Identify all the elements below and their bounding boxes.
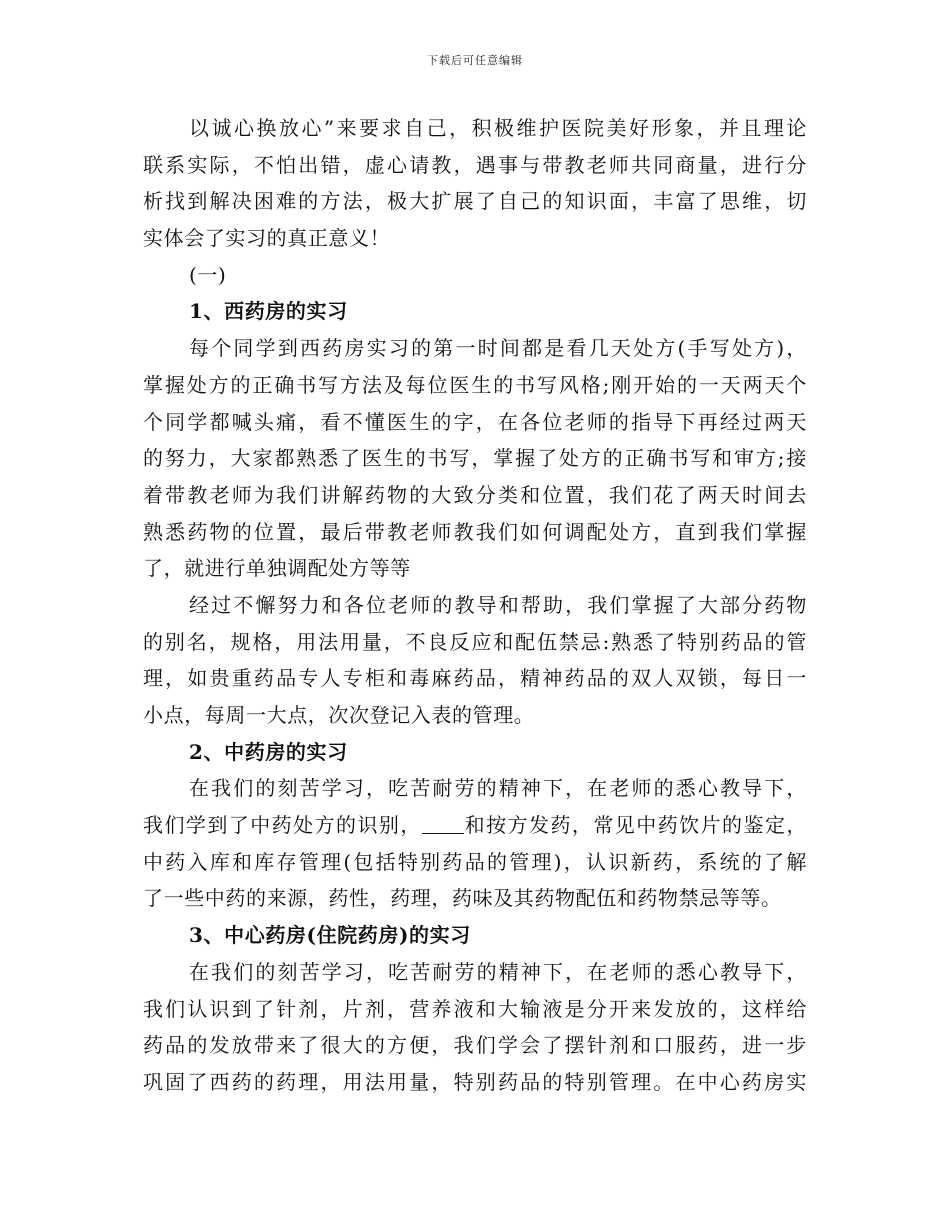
paragraph-line: 在我们的刻苦学习，吃苦耐劳的精神下，在老师的悉心教导下， xyxy=(189,959,807,984)
paragraph-line: 了，就进行单独调配处方等等 xyxy=(143,556,411,581)
paragraph-line: 在我们的刻苦学习，吃苦耐劳的精神下，在老师的悉心教导下， xyxy=(189,776,807,801)
paragraph-line: 经过不懈努力和各位老师的教导和帮助，我们掌握了大部分药物 xyxy=(189,592,807,617)
paragraph-line: 熟悉药物的位置，最后带教老师教我们如何调配处方，直到我们掌握 xyxy=(143,519,807,544)
section-heading-western-pharmacy: 1、西药房的实习 xyxy=(189,299,348,324)
paragraph-line: 小点，每周一大点，次次登记入表的管理。 xyxy=(143,703,535,727)
section-marker: (一) xyxy=(189,262,227,287)
text-segment: 和按方发药，常见中药饮片的鉴定， xyxy=(463,813,807,838)
text-segment: 我们学到了中药处方的识别， xyxy=(143,813,422,838)
paragraph-line: 着带教老师为我们讲解药物的大致分类和位置，我们花了两天时间去 xyxy=(143,482,807,507)
paragraph-line: 中药入库和库存管理(包括特别药品的管理)，认识新药，系统的了解 xyxy=(143,849,807,874)
paragraph-line: 析找到解决困难的方法，极大扩展了自己的知识面，丰富了思维，切 xyxy=(143,189,807,214)
section-heading-chinese-pharmacy: 2、中药房的实习 xyxy=(189,739,348,764)
paragraph-line: 每个同学到西药房实习的第一时间都是看几天处方(手写处方)， xyxy=(189,336,807,361)
paragraph-line: 巩固了西药的药理，用法用量，特别药品的特别管理。在中心药房实 xyxy=(143,1069,807,1094)
paragraph-line: 个同学都喊头痛，看不懂医生的字，在各位老师的指导下再经过两天 xyxy=(143,409,807,434)
paragraph-line: 药品的发放带来了很大的方便，我们学会了摆针剂和口服药，进一步 xyxy=(143,1033,807,1058)
paragraph-line: 掌握处方的正确书写方法及每位医生的书写风格;刚开始的一天两天个 xyxy=(143,372,807,397)
section-heading-central-pharmacy: 3、中心药房(住院药房)的实习 xyxy=(189,923,471,948)
paragraph-line: 了一些中药的来源，药性，药理，药味及其药物配伍和药物禁忌等等。 xyxy=(143,886,782,911)
paragraph-line: 的别名，规格，用法用量，不良反应和配伍禁忌:熟悉了特别药品的管 xyxy=(143,629,807,654)
paragraph-line: 实体会了实习的真正意义！ xyxy=(143,226,391,251)
fill-in-blank xyxy=(422,813,464,834)
page-header: 下载后可任意编辑 xyxy=(427,54,523,67)
document-body xyxy=(143,110,807,1101)
paragraph-line: 以诚心换放心”来要求自己，积极维护医院美好形象，并且理论 xyxy=(189,116,807,140)
paragraph-line: 理，如贵重药品专人专柜和毒麻药品，精神药品的双人双锁，每日一 xyxy=(143,666,807,691)
paragraph-line: 联系实际，不怕出错，虚心请教，遇事与带教老师共同商量，进行分 xyxy=(143,152,807,177)
paragraph-line-with-blank xyxy=(143,807,807,844)
paragraph-line: 我们认识到了针剂，片剂，营养液和大输液是分开来发放的，这样给 xyxy=(143,996,807,1021)
paragraph-line: 的努力，大家都熟悉了医生的书写，掌握了处方的正确书写和审方;接 xyxy=(143,446,807,471)
